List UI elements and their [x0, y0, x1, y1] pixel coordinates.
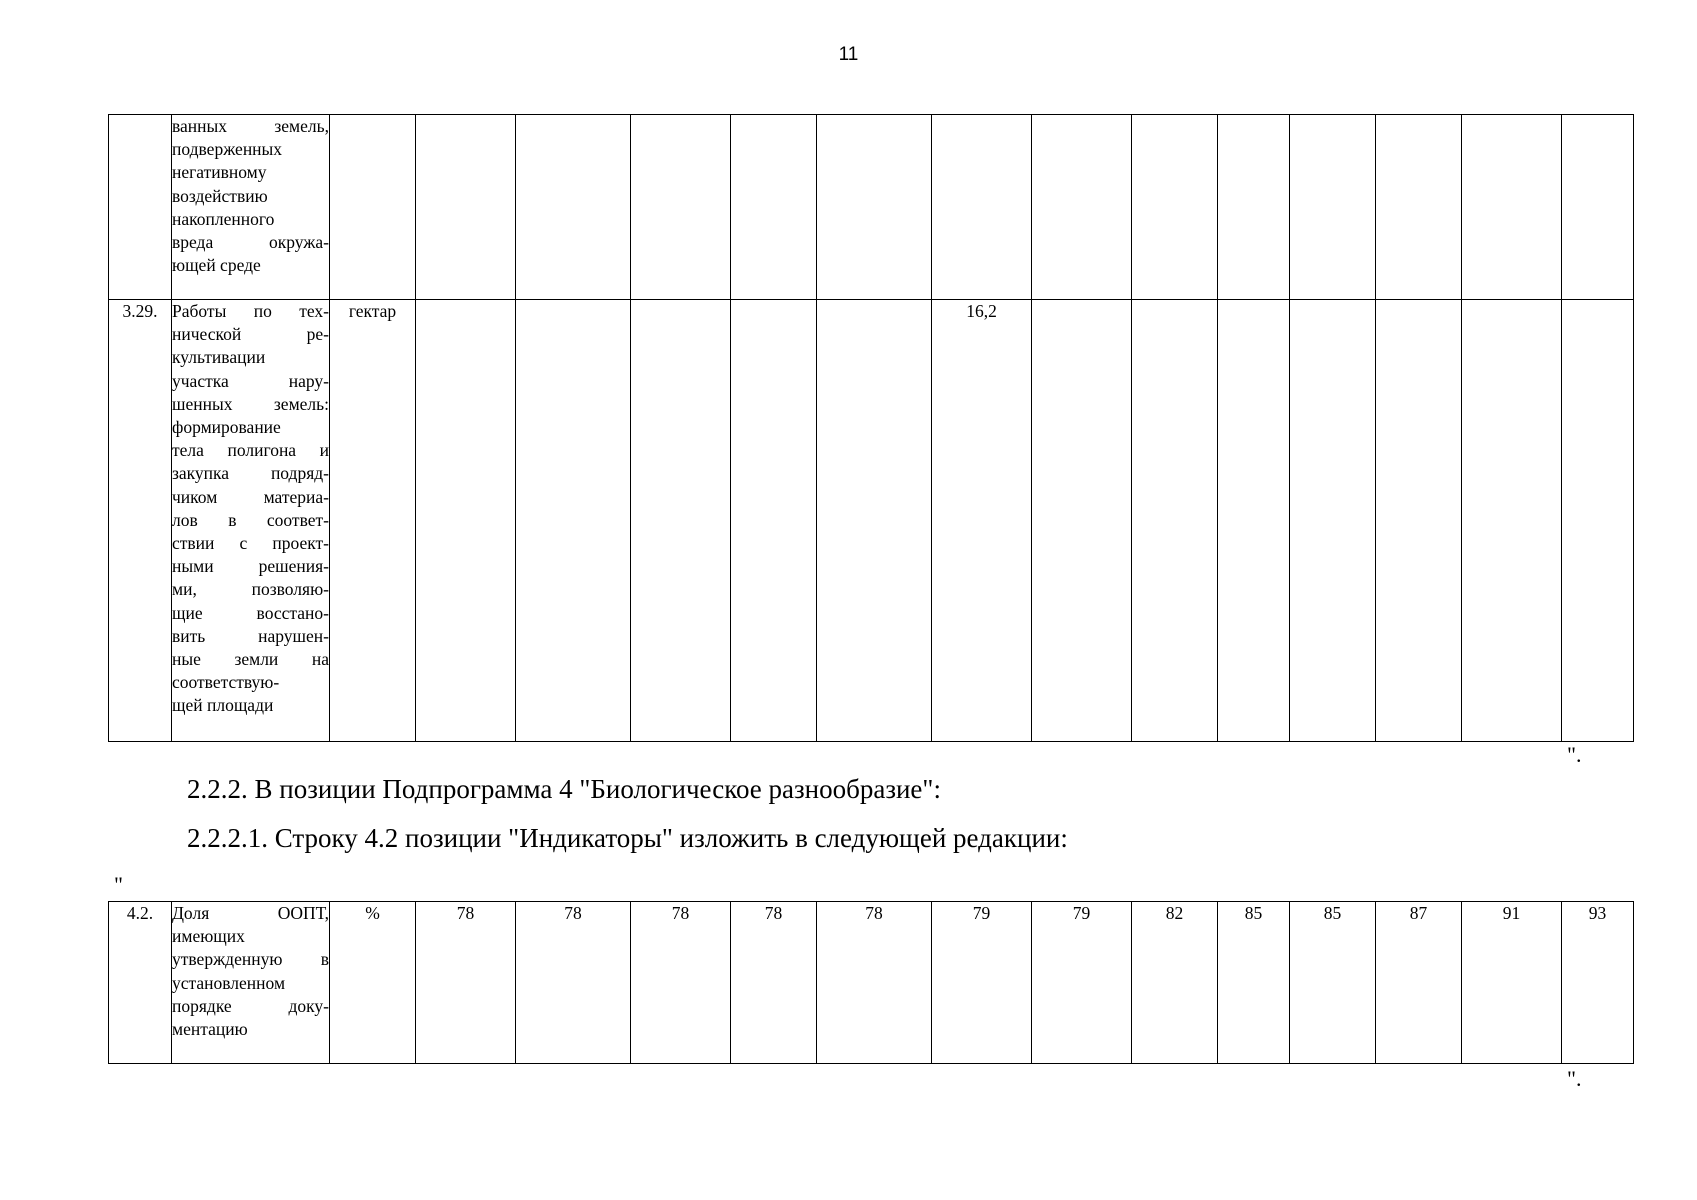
page-number: 11 [838, 44, 859, 65]
description-line: формирование [172, 417, 281, 438]
description-line: воздействию [172, 185, 268, 206]
value-cell: 91 [1462, 902, 1562, 1064]
description-line: ванных земель, [172, 116, 329, 136]
description-line: нической ре- [172, 324, 329, 345]
paragraph-row-4-2: 2.2.2.1. Строку 4.2 позиции "Индикаторы" изложить в следующей редакции: [187, 823, 1068, 853]
description-line: вреда окружа- [172, 232, 329, 253]
table-row [109, 902, 1634, 1064]
unit-cell: гектар [330, 300, 416, 742]
description-line: чиком материа- [172, 486, 329, 507]
value-cell [1218, 115, 1290, 300]
value-cell [1562, 300, 1634, 742]
value-cell [416, 115, 516, 300]
unit-cell [330, 115, 416, 300]
description-line: ющей среде [172, 255, 261, 276]
value-cell [817, 300, 932, 742]
value-cell: 82 [1132, 902, 1218, 1064]
description-line: щей площади [172, 695, 274, 716]
value-cell [631, 300, 731, 742]
description-line: установленном [172, 972, 286, 993]
description-line: щие восстано- [172, 602, 329, 623]
value-cell [1032, 115, 1132, 300]
value-cell [817, 115, 932, 300]
value-cell: 78 [631, 902, 731, 1064]
value-cell [1376, 300, 1462, 742]
row-description [172, 300, 330, 742]
value-cell [1032, 300, 1132, 742]
value-cell [631, 115, 731, 300]
value-cell: 78 [516, 902, 631, 1064]
description-line: порядке доку- [172, 995, 329, 1016]
value-cell: 93 [1562, 902, 1634, 1064]
value-cell [1462, 300, 1562, 742]
paragraph-subprogram-4: 2.2.2. В позиции Подпрограмма 4 "Биологическое разнообразие": [187, 774, 941, 804]
description-line: накопленного [172, 208, 275, 229]
value-cell [731, 115, 817, 300]
value-cell [1462, 115, 1562, 300]
value-cell: 16,2 [932, 300, 1032, 742]
value-cell [1132, 300, 1218, 742]
description-line: участка нару- [172, 370, 329, 391]
description-line: Доля ООПТ, [172, 903, 329, 923]
table-row [109, 115, 1634, 300]
unit-cell: % [330, 902, 416, 1064]
description-line: соответствую- [172, 672, 280, 693]
row-description [172, 115, 330, 300]
closing-quote: ". [1567, 1066, 1582, 1091]
value-cell [1290, 115, 1376, 300]
value-cell: 79 [1032, 902, 1132, 1064]
description-line: ментацию [172, 1019, 248, 1040]
value-cell: 78 [817, 902, 932, 1064]
row-number: 3.29. [109, 300, 172, 742]
value-cell [1132, 115, 1218, 300]
indicator-4-2-table [108, 901, 1634, 1064]
description-line: имеющих [172, 926, 245, 947]
value-cell: 78 [416, 902, 516, 1064]
description-line: утвержденную в [172, 949, 329, 970]
description-line: подверженных [172, 139, 283, 160]
value-cell [1562, 115, 1634, 300]
value-cell: 85 [1218, 902, 1290, 1064]
description-line: ные земли на [172, 649, 329, 670]
description-line: лов в соответ- [172, 509, 329, 530]
description-line: ными решения- [172, 556, 329, 577]
value-cell [731, 300, 817, 742]
row-description [172, 902, 330, 1064]
value-cell [416, 300, 516, 742]
value-cell: 85 [1290, 902, 1376, 1064]
table-row [109, 300, 1634, 742]
description-line: культивации [172, 347, 266, 368]
value-cell [516, 300, 631, 742]
value-cell [1218, 300, 1290, 742]
value-cell [1376, 115, 1462, 300]
description-line: ми, позволяю- [172, 579, 329, 600]
indicators-table-continuation [108, 114, 1634, 742]
description-line: тела полигона и [172, 440, 329, 461]
value-cell: 87 [1376, 902, 1462, 1064]
value-cell: 79 [932, 902, 1032, 1064]
description-line: шенных земель: [172, 393, 329, 414]
description-line: Работы по тех- [172, 301, 329, 321]
value-cell: 78 [731, 902, 817, 1064]
value-cell [932, 115, 1032, 300]
closing-quote: ". [1567, 742, 1582, 767]
row-number: 4.2. [109, 902, 172, 1064]
value-cell [1290, 300, 1376, 742]
value-cell [516, 115, 631, 300]
description-line: негативному [172, 162, 267, 183]
description-line: закупка подряд- [172, 463, 329, 484]
description-line: ствии с проект- [172, 533, 329, 554]
row-number [109, 115, 172, 300]
description-line: вить нарушен- [172, 625, 329, 646]
opening-quote: " [114, 872, 123, 897]
